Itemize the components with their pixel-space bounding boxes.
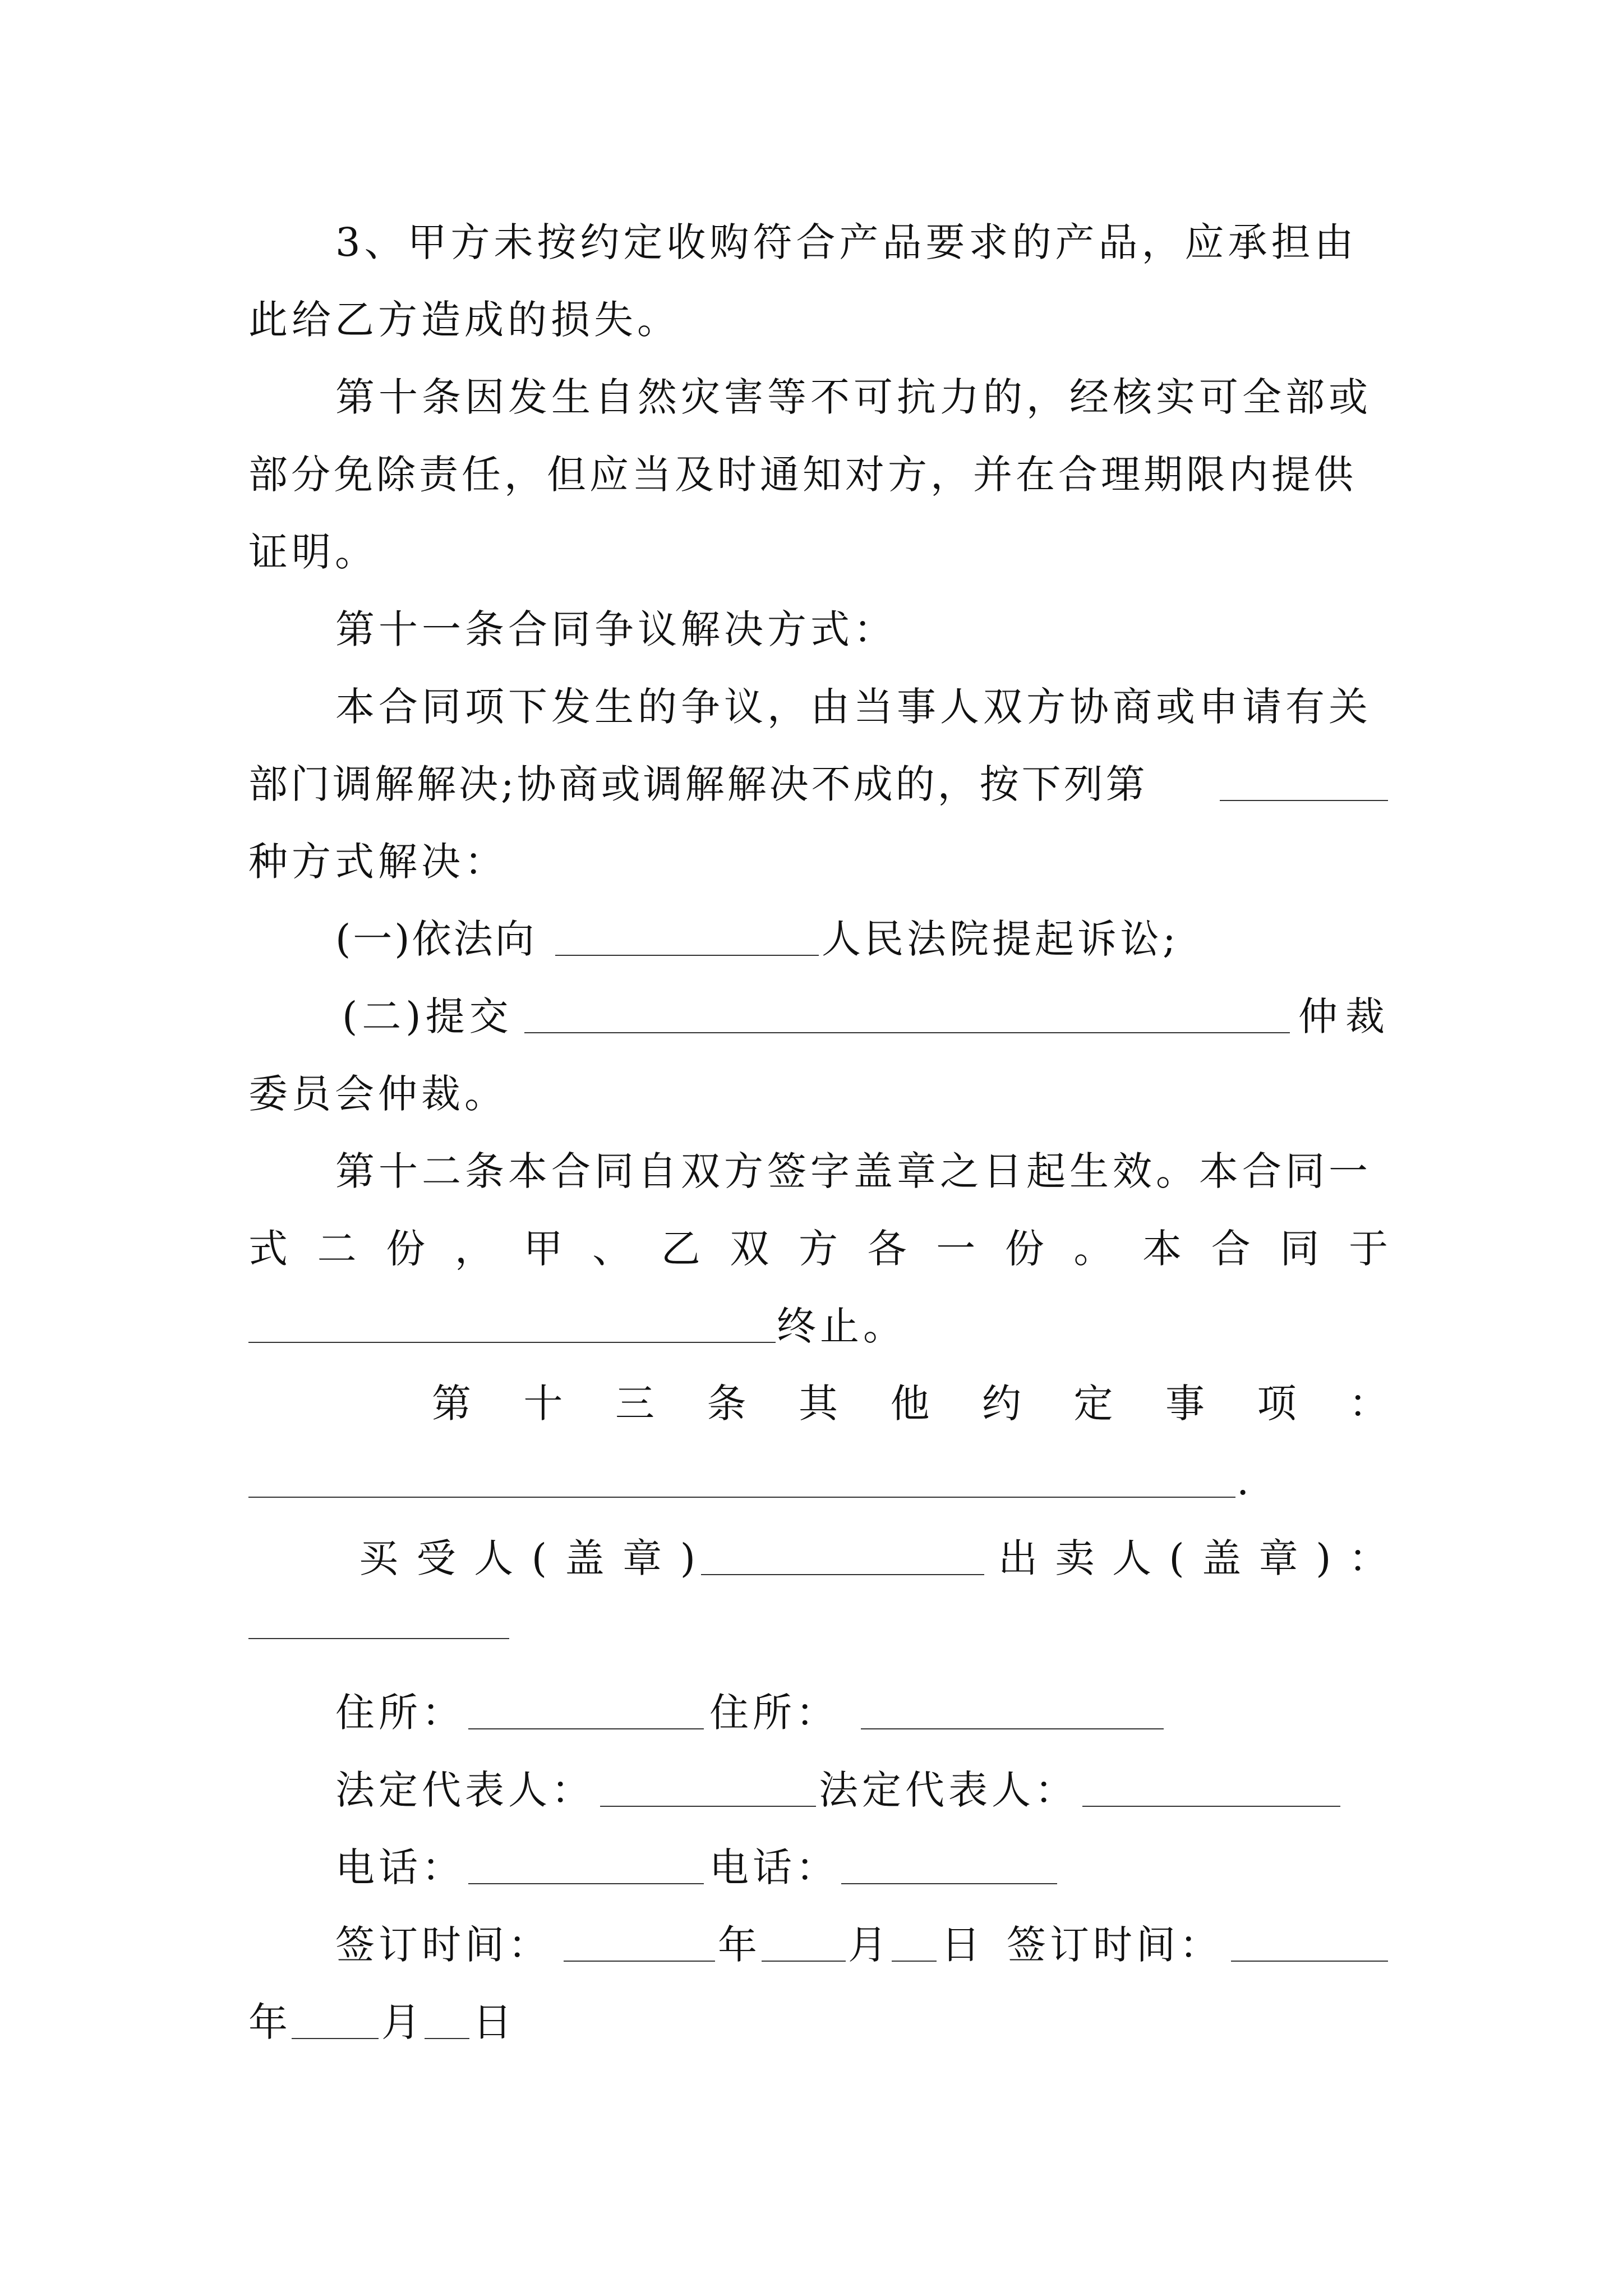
seller-seal-line xyxy=(0,1588,1623,1655)
buyer-day-label: 日 xyxy=(941,1922,980,1968)
char: 方 xyxy=(799,1226,838,1272)
char: ， xyxy=(454,1226,494,1272)
buyer-address-blank[interactable] xyxy=(468,1728,704,1729)
char: 式 xyxy=(248,1226,288,1272)
seller-day-label: 日 xyxy=(473,1999,512,2045)
char: 各 xyxy=(867,1226,907,1272)
buyer-month-blank[interactable] xyxy=(762,1961,846,1962)
article-11-heading: 第十一条合同争议解决方式： xyxy=(335,606,897,652)
article-11-line-1 xyxy=(0,673,1623,740)
termination-date-blank[interactable] xyxy=(248,1342,776,1343)
arbitration-commission-blank[interactable] xyxy=(524,1032,1290,1033)
char: 受 xyxy=(416,1535,456,1581)
char: 人 xyxy=(474,1535,514,1581)
char: 章 xyxy=(623,1535,662,1581)
char: 买 xyxy=(359,1535,398,1581)
court-name-blank[interactable] xyxy=(555,955,819,956)
char: 章 xyxy=(1258,1535,1298,1581)
buyer-year-label: 年 xyxy=(718,1922,757,1968)
char: 定 xyxy=(1073,1381,1113,1427)
article-12-text-3: 终止。 xyxy=(777,1303,906,1349)
seller-phone-blank[interactable] xyxy=(841,1883,1057,1884)
signing-time-line xyxy=(0,1911,1623,1978)
char: ： xyxy=(1348,1535,1388,1581)
char: ： xyxy=(1349,1381,1388,1427)
article-13-heading xyxy=(432,1370,1388,1437)
article-12-line-2 xyxy=(0,1215,1623,1282)
clause-3-text-2: 此给乙方造成的损失。 xyxy=(248,297,680,343)
char: 人 xyxy=(1112,1535,1151,1581)
method-number-blank[interactable] xyxy=(1220,800,1388,801)
seller-representative-label: 法定代表人： xyxy=(819,1767,1078,1813)
article-10-text-1: 第十条因发生自然灾害等不可抗力的，经核实可全部或 xyxy=(335,374,1372,420)
seller-signing-time-label: 签订时间： xyxy=(1007,1922,1223,1968)
char: 事 xyxy=(1165,1381,1205,1427)
char: 卖 xyxy=(1055,1535,1095,1581)
article-10-line-2 xyxy=(0,441,1623,508)
char: 他 xyxy=(890,1381,930,1427)
char: 乙 xyxy=(661,1226,700,1272)
article-11-heading-line xyxy=(0,596,1623,663)
seller-year-blank[interactable] xyxy=(1231,1961,1388,1962)
char: 第 xyxy=(432,1381,471,1427)
option-1-prefix: (一)依法向 xyxy=(335,916,537,962)
buyer-phone-blank[interactable] xyxy=(468,1883,704,1884)
article-11-line-3 xyxy=(0,828,1623,895)
char: 份 xyxy=(386,1226,426,1272)
article-10-text-2: 部分免除责任，但应当及时通知对方，并在合理期限内提供 xyxy=(248,452,1357,498)
seller-address-label: 住所： xyxy=(709,1690,839,1736)
seller-phone-label: 电话： xyxy=(709,1844,839,1890)
article-10-line-1 xyxy=(0,364,1623,431)
char: 盖 xyxy=(1202,1535,1242,1581)
char: 双 xyxy=(730,1226,769,1272)
article-12-text-1: 第十二条本合同自双方签字盖章之日起生效。本合同一 xyxy=(335,1148,1372,1194)
char: 出 xyxy=(998,1535,1038,1581)
buyer-label xyxy=(359,1525,695,1592)
clause-3-line-1 xyxy=(0,209,1623,276)
option-2-line xyxy=(0,983,1623,1050)
article-12-text-2 xyxy=(248,1215,1388,1282)
seller-representative-blank[interactable] xyxy=(1082,1806,1340,1807)
option-2-suffix: 仲裁 xyxy=(1298,993,1393,1039)
article-11-text-3: 种方式解决： xyxy=(248,839,508,885)
seller-label xyxy=(998,1525,1388,1592)
article-10-line-3 xyxy=(0,518,1623,586)
seller-month-blank[interactable] xyxy=(292,2038,379,2039)
seller-year-label: 年 xyxy=(248,1999,288,2045)
char: 条 xyxy=(707,1381,746,1427)
char: 于 xyxy=(1349,1226,1388,1272)
seller-day-blank[interactable] xyxy=(425,2038,469,2039)
char: 甲 xyxy=(523,1226,563,1272)
option-2-prefix: (二)提交 xyxy=(342,993,513,1039)
char: 一 xyxy=(936,1226,976,1272)
seller-seal-blank[interactable] xyxy=(248,1638,509,1639)
buyer-phone-label: 电话： xyxy=(335,1844,465,1890)
option-1-line xyxy=(0,905,1623,973)
article-11-line-2 xyxy=(0,751,1623,818)
buyer-month-label: 月 xyxy=(848,1922,887,1968)
seller-date-line xyxy=(0,1989,1623,2056)
char: ( xyxy=(531,1535,547,1581)
clause-3-line-2 xyxy=(0,286,1623,353)
article-12-line-1 xyxy=(0,1138,1623,1205)
option-2-text-2: 委员会仲裁。 xyxy=(248,1071,508,1117)
article-11-text-2: 部门调解解决;协商或调解解决不成的，按下列第 xyxy=(248,761,1148,807)
article-12-line-3 xyxy=(0,1292,1623,1360)
char: 份 xyxy=(1004,1226,1044,1272)
buyer-day-blank[interactable] xyxy=(892,1961,937,1962)
article-11-text-1: 本合同项下发生的争议，由当事人双方协商或申请有关 xyxy=(335,684,1372,730)
address-line xyxy=(0,1679,1623,1746)
char: 。 xyxy=(1073,1226,1113,1272)
char: 、 xyxy=(592,1226,632,1272)
article-13-heading-line xyxy=(0,1370,1623,1437)
char: 合 xyxy=(1211,1226,1251,1272)
char: 十 xyxy=(523,1381,563,1427)
article-13-line-2 xyxy=(0,1447,1623,1515)
buyer-seal-blank[interactable] xyxy=(701,1574,984,1575)
article-10-text-3: 证明。 xyxy=(248,529,378,575)
buyer-signing-time-label: 签订时间： xyxy=(335,1922,551,1968)
char: ) xyxy=(1316,1535,1331,1581)
buyer-address-label: 住所： xyxy=(335,1690,465,1736)
buyer-representative-label: 法定代表人： xyxy=(335,1767,594,1813)
signature-parties-line xyxy=(0,1525,1623,1592)
char: 盖 xyxy=(565,1535,605,1581)
char: 本 xyxy=(1142,1226,1182,1272)
buyer-year-blank[interactable] xyxy=(564,1961,715,1962)
char: 项 xyxy=(1257,1381,1297,1427)
char: 三 xyxy=(615,1381,654,1427)
seller-month-label: 月 xyxy=(381,1999,421,2045)
char: 同 xyxy=(1280,1226,1320,1272)
phone-line xyxy=(0,1834,1623,1901)
buyer-representative-blank[interactable] xyxy=(600,1806,816,1807)
representative-line xyxy=(0,1756,1623,1824)
char: 其 xyxy=(799,1381,838,1427)
option-2-line-2 xyxy=(0,1060,1623,1128)
char: ) xyxy=(680,1535,695,1581)
char: ( xyxy=(1169,1535,1184,1581)
other-terms-blank[interactable] xyxy=(248,1497,1235,1498)
char: 约 xyxy=(982,1381,1021,1427)
clause-3-text-1: 3、甲方未按约定收购符合产品要求的产品，应承担由 xyxy=(335,219,1358,265)
char: 二 xyxy=(317,1226,357,1272)
option-1-suffix: 人民法院提起诉讼; xyxy=(822,916,1179,962)
article-13-end-mark: . xyxy=(1237,1458,1249,1504)
seller-address-blank[interactable] xyxy=(861,1728,1164,1729)
